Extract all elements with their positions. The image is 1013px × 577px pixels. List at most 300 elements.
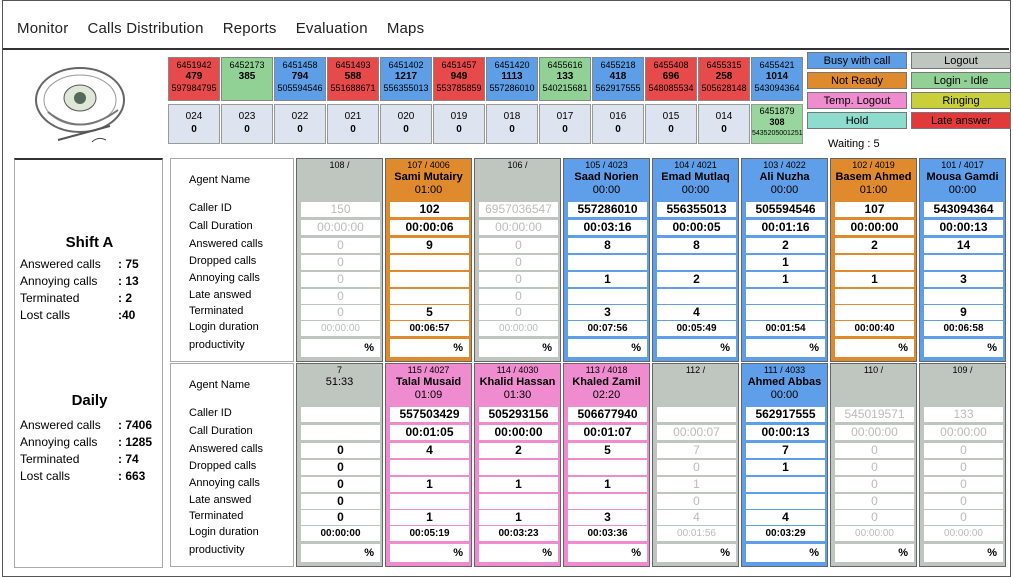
waiting-count: Waiting : 5 [828,138,880,150]
agent-header [653,364,738,407]
queue-caller: 551688671 [330,83,376,93]
caller-id-cell: 557503429 [390,407,469,422]
answered-calls-cell: 2 [746,238,825,253]
call-duration-cell: 00:00:00 [479,220,558,235]
agent-card[interactable] [741,158,828,362]
status-legend [807,52,1011,132]
terminated-cell: 3 [568,305,647,320]
queue-column [539,57,591,144]
productivity-cell: % [479,544,558,562]
dropped-calls-cell [390,255,469,270]
productivity-cell: % [479,339,558,357]
terminated-cell: 5 [390,305,469,320]
terminated-cell: 9 [924,305,1003,320]
caller-id-cell: 557286010 [568,202,647,217]
queue-number: 6451493 [335,60,371,70]
caller-id-cell: 6957036547 [479,202,558,217]
agent-header [564,364,649,407]
agent-name: Talal Musaid [395,376,462,388]
dropped-calls-cell [568,460,647,475]
queue-count: 696 [662,71,680,82]
legend-not-ready[interactable]: Not Ready [807,72,907,89]
queue-ext: 018 [503,111,521,122]
login-duration-cell: 00:06:58 [924,321,1003,336]
annoying-calls-cell: 1 [390,477,469,492]
agent-card[interactable] [385,158,472,362]
queue-caller: 505628148 [701,83,747,93]
queue-ext-count: 0 [350,124,356,135]
queue-tile[interactable] [539,57,591,101]
login-duration-cell: 00:05:19 [390,526,469,541]
legend-logout[interactable]: Logout [911,52,1011,69]
queue-ext-tile[interactable] [433,104,485,144]
queue-count: 1113 [501,71,523,82]
agent-name: Basem Ahmed [835,171,912,183]
organization-logo [18,60,156,156]
late-answered-cell [568,289,647,304]
call-duration-cell [301,425,380,440]
terminated-cell: 1 [390,510,469,525]
stat-label: Answered calls [20,418,101,432]
menu-reports[interactable]: Reports [222,20,277,37]
annoying-calls-cell: 1 [568,477,647,492]
productivity-cell: % [746,339,825,357]
legend-row [807,92,1011,109]
annoying-calls-cell: 0 [301,477,380,492]
queue-number: 6455421 [759,60,795,70]
agent-name: Khaled Zamil [572,376,641,388]
agent-block [170,158,1006,362]
call-duration-cell: 00:00:13 [746,425,825,440]
queue-ext-tile[interactable] [380,104,432,144]
queue-ext: 017 [556,111,574,122]
queue-column [274,57,326,144]
annoying-calls-cell: 2 [657,272,736,287]
queue-count: 385 [238,71,256,82]
terminated-cell: 0 [479,305,558,320]
row-label: Login duration [189,321,259,333]
row-label: Caller ID [189,407,232,419]
annoying-calls-cell: 3 [924,272,1003,287]
row-label: Terminated [189,305,244,317]
row-labels [170,363,294,567]
queue-ext-tile[interactable] [168,104,220,144]
queue-ext-tile[interactable] [539,104,591,144]
productivity-cell: % [657,339,736,357]
queue-number: 6451458 [282,60,318,70]
late-answered-cell: 0 [301,494,380,509]
agent-card[interactable] [652,158,739,362]
call-duration-cell: 00:00:00 [835,220,914,235]
login-duration-cell: 00:06:57 [390,321,469,336]
queue-ext: 014 [715,111,733,122]
agent-card[interactable] [474,363,561,567]
stat-label: Terminated [20,291,80,305]
stat-value: :40 [118,308,136,322]
queue-ext-count: 0 [562,124,568,135]
agent-header [475,364,560,407]
queue-caller: 540215681 [542,83,588,93]
legend-row [807,52,1011,69]
legend-login-idle[interactable]: Login - Idle [911,72,1011,89]
stat-label: Annoying calls [20,274,98,288]
caller-id-cell: 150 [301,202,380,217]
queue-number: 6451420 [494,60,530,70]
legend-busy-with-call[interactable]: Busy with call [807,52,907,69]
queue-column [698,57,750,144]
terminated-cell [746,305,825,320]
queue-tile[interactable] [274,57,326,101]
agent-timer: 00:00 [681,184,710,196]
answered-calls-cell: 4 [390,443,469,458]
agent-card[interactable] [296,158,383,362]
row-label: Answered calls [189,238,263,250]
stat-label: Lost calls [20,308,71,322]
agent-header [653,159,738,202]
agent-code: 108 / [329,160,350,170]
queue-caller: 548085534 [648,83,694,93]
queue-count: 418 [609,71,627,82]
annoying-calls-cell: 1 [835,272,914,287]
queue-ext-tile[interactable] [327,104,379,144]
agent-name: Sami Mutairy [394,171,463,183]
menu-evaluation[interactable]: Evaluation [295,20,368,37]
queue-tile[interactable] [751,57,803,101]
call-duration-cell: 00:01:07 [568,425,647,440]
agent-code: 115 / 4027 [407,365,450,375]
dropped-calls-cell: 0 [835,460,914,475]
dropped-calls-cell: 0 [924,460,1003,475]
agent-header [475,159,560,202]
caller-id-cell: 505594546 [746,202,825,217]
queue-ext-tile[interactable] [751,104,803,144]
queue-tile[interactable] [645,57,697,101]
dropped-calls-cell [657,255,736,270]
agent-timer: 00:00 [770,184,799,196]
dropped-calls-cell: 0 [479,255,558,270]
queue-number: 6455315 [706,60,742,70]
agent-timer: 00:00 [948,184,977,196]
caller-id-cell: 545019571 [835,407,914,422]
late-answered-cell [568,494,647,509]
answered-calls-cell: 5 [568,443,647,458]
legend-hold[interactable]: Hold [807,112,907,129]
queue-ext-tile[interactable] [698,104,750,144]
answered-calls-cell: 0 [835,443,914,458]
row-label: Answered calls [189,443,263,455]
menu-monitor[interactable]: Monitor [17,20,69,37]
menu-maps[interactable]: Maps [386,20,425,37]
caller-id-cell: 562917555 [746,407,825,422]
stat-label: Annoying calls [20,435,98,449]
annoying-calls-cell: 1 [479,477,558,492]
answered-calls-cell: 0 [479,238,558,253]
queue-ext-count: 308 [769,117,785,127]
agent-card[interactable] [830,363,917,567]
productivity-cell: % [390,339,469,357]
agent-card[interactable] [563,363,650,567]
queue-number: 6452173 [229,60,265,70]
caller-id-cell: 556355013 [657,202,736,217]
row-labels [170,158,294,362]
agent-header [742,364,827,407]
agent-header [564,159,649,202]
login-duration-cell: 00:03:29 [746,526,825,541]
stat-value: : 74 [118,452,139,466]
queue-number: 6455408 [653,60,689,70]
queue-caller: 556355013 [383,83,429,93]
queue-caller: 597984795 [171,83,217,93]
call-duration-cell: 00:03:16 [568,220,647,235]
agent-code: 104 / 4021 [674,160,717,170]
dropped-calls-cell: 0 [301,460,380,475]
queue-count: 133 [556,71,574,82]
late-answered-cell: 0 [479,289,558,304]
answered-calls-cell: 8 [657,238,736,253]
login-duration-cell: 00:03:36 [568,526,647,541]
queue-column [592,57,644,144]
queue-caller: 543094364 [754,83,800,93]
agent-timer: 01:30 [503,389,532,401]
queue-tile[interactable] [592,57,644,101]
agent-timer: 01:09 [414,389,443,401]
queue-ext: 024 [185,111,203,122]
queue-ext-count: 0 [721,124,727,135]
login-duration-cell: 00:05:49 [657,321,736,336]
queue-column [433,57,485,144]
queue-column [486,57,538,144]
late-answered-cell: 0 [301,289,380,304]
agent-code: 110 / [863,365,884,375]
dropped-calls-cell: 1 [746,460,825,475]
call-duration-cell: 00:00:07 [657,425,736,440]
agent-card[interactable] [563,158,650,362]
stat-value: : 663 [118,469,146,483]
row-label: productivity [189,544,245,556]
late-answered-cell [657,289,736,304]
terminated-cell: 1 [479,510,558,525]
terminated-cell: 0 [301,305,380,320]
row-label: Caller ID [189,202,232,214]
dropped-calls-cell [835,255,914,270]
agent-name: Ahmed Abbas [747,376,822,388]
agent-header [386,159,471,202]
queue-tile[interactable] [221,57,273,101]
agent-timer: 51:33 [325,376,354,388]
dropped-calls-cell: 0 [301,255,380,270]
queue-count: 1217 [394,71,418,82]
legend-late-answer[interactable]: Late answer [911,112,1011,129]
row-label: Late answed [189,289,252,301]
queue-ext-count: 0 [509,124,515,135]
stat-value: : 75 [118,257,139,271]
queue-ext-tile[interactable] [221,104,273,144]
queue-tile[interactable] [380,57,432,101]
answered-calls-cell: 0 [301,238,380,253]
row-label: Agent Name [189,174,251,186]
queue-ext: 020 [397,111,415,122]
stat-value: : 13 [118,274,139,288]
queue-tile[interactable] [433,57,485,101]
stat-row [20,469,146,483]
caller-id-cell [301,407,380,422]
agent-timer: 01:00 [414,184,443,196]
summary-panel [14,158,163,568]
answered-calls-cell: 7 [657,443,736,458]
queue-ext-tile[interactable] [486,104,538,144]
row-label: Call Duration [189,220,253,232]
queue-number: 6451457 [441,60,477,70]
agent-card[interactable] [919,158,1006,362]
call-duration-cell: 00:00:00 [479,425,558,440]
login-duration-cell: 00:00:00 [301,526,380,541]
agent-header [831,159,916,202]
queue-tile[interactable] [698,57,750,101]
annoying-calls-cell: 1 [568,272,647,287]
queue-ext: 019 [450,111,468,122]
agent-code: 109 / [952,365,973,375]
late-answered-cell: 0 [835,494,914,509]
answered-calls-cell: 2 [835,238,914,253]
terminated-cell: 4 [657,305,736,320]
login-duration-cell: 00:01:56 [657,526,736,541]
agent-header [920,159,1005,202]
row-label: Dropped calls [189,255,257,267]
call-duration-cell: 00:00:05 [657,220,736,235]
queue-tile[interactable] [327,57,379,101]
agent-header [386,364,471,407]
annoying-calls-cell: 0 [479,272,558,287]
late-answered-cell [924,289,1003,304]
answered-calls-cell: 7 [746,443,825,458]
queue-number: 6451402 [388,60,424,70]
queue-number: 6455218 [600,60,636,70]
call-duration-cell: 00:00:00 [301,220,380,235]
agent-card[interactable] [474,158,561,362]
queue-count: 1014 [765,71,789,82]
queue-ext: 022 [291,111,309,122]
queue-ext-tile[interactable] [274,104,326,144]
terminated-cell: 0 [301,510,380,525]
caller-id-cell: 133 [924,407,1003,422]
agent-card[interactable] [919,363,1006,567]
agent-timer: 02:20 [592,389,621,401]
late-answered-cell [835,289,914,304]
queue-ext: 021 [344,111,362,122]
stat-row [20,418,153,432]
productivity-cell: % [568,339,647,357]
agent-code: 102 / 4019 [852,160,895,170]
agent-code: 113 / 4018 [585,365,628,375]
row-label: Annoying calls [189,477,260,489]
queue-ext-count: 0 [615,124,621,135]
menu-calls-distribution[interactable]: Calls Distribution [87,20,204,37]
queue-count: 588 [344,71,362,82]
agent-card[interactable] [652,363,739,567]
agent-card[interactable] [741,363,828,567]
login-duration-cell: 00:00:00 [301,321,380,336]
queue-ext: 016 [609,111,627,122]
answered-calls-cell: 2 [479,443,558,458]
row-label: Dropped calls [189,460,257,472]
queue-count: 949 [450,71,468,82]
queue-caller: 553785859 [436,83,482,93]
agent-header [831,364,916,407]
stat-label: Lost calls [20,469,71,483]
queue-column [327,57,379,144]
queue-caller: 557286010 [489,83,535,93]
terminated-cell [835,305,914,320]
answered-calls-cell: 14 [924,238,1003,253]
row-label: Terminated [189,510,244,522]
queue-ext: 023 [238,111,256,122]
agent-name: Ali Nuzha [759,171,810,183]
stat-row [20,291,133,305]
stat-row [20,435,153,449]
productivity-cell: % [924,544,1003,562]
legend-temp-logout[interactable]: Temp. Logout [807,92,907,109]
dropped-calls-cell: 1 [746,255,825,270]
legend-ringing[interactable]: Ringing [911,92,1011,109]
caller-id-cell: 102 [390,202,469,217]
agent-code: 105 / 4023 [585,160,628,170]
queue-ext: 015 [662,111,680,122]
queue-strip [168,57,804,144]
queue-ext-tile[interactable] [645,104,697,144]
row-label: Login duration [189,526,259,538]
menu-bar [3,2,1009,50]
productivity-cell: % [746,544,825,562]
annoying-calls-cell: 1 [746,272,825,287]
agent-code: 101 / 4017 [941,160,984,170]
late-answered-cell: 0 [924,494,1003,509]
late-answered-cell [390,289,469,304]
login-duration-cell: 00:00:00 [479,321,558,336]
agent-card[interactable] [830,158,917,362]
late-answered-cell [746,494,825,509]
productivity-cell: % [924,339,1003,357]
queue-column [221,57,273,144]
productivity-cell: % [835,544,914,562]
login-duration-cell: 00:03:23 [479,526,558,541]
stat-row [20,257,139,271]
queue-ext: 6451879 [759,106,795,116]
queue-ext-count: 0 [297,124,303,135]
dropped-calls-cell [479,460,558,475]
caller-id-cell: 505293156 [479,407,558,422]
caller-id-cell: 543094364 [924,202,1003,217]
terminated-cell: 4 [657,510,736,525]
queue-tile[interactable] [486,57,538,101]
agent-block [170,363,1006,567]
caller-id-cell: 506677940 [568,407,647,422]
row-label: Annoying calls [189,272,260,284]
answered-calls-cell: 8 [568,238,647,253]
agent-card[interactable] [385,363,472,567]
queue-ext-tile[interactable] [592,104,644,144]
queue-ext-count: 0 [244,124,250,135]
agent-card[interactable] [296,363,383,567]
annoying-calls-cell: 0 [924,477,1003,492]
annoying-calls-cell: 0 [835,477,914,492]
queue-tile[interactable] [168,57,220,101]
login-duration-cell: 00:00:00 [924,526,1003,541]
answered-calls-cell: 0 [301,443,380,458]
login-duration-cell: 00:00:00 [835,526,914,541]
dropped-calls-cell [924,255,1003,270]
stat-row [20,308,136,322]
stat-label: Terminated [20,452,80,466]
